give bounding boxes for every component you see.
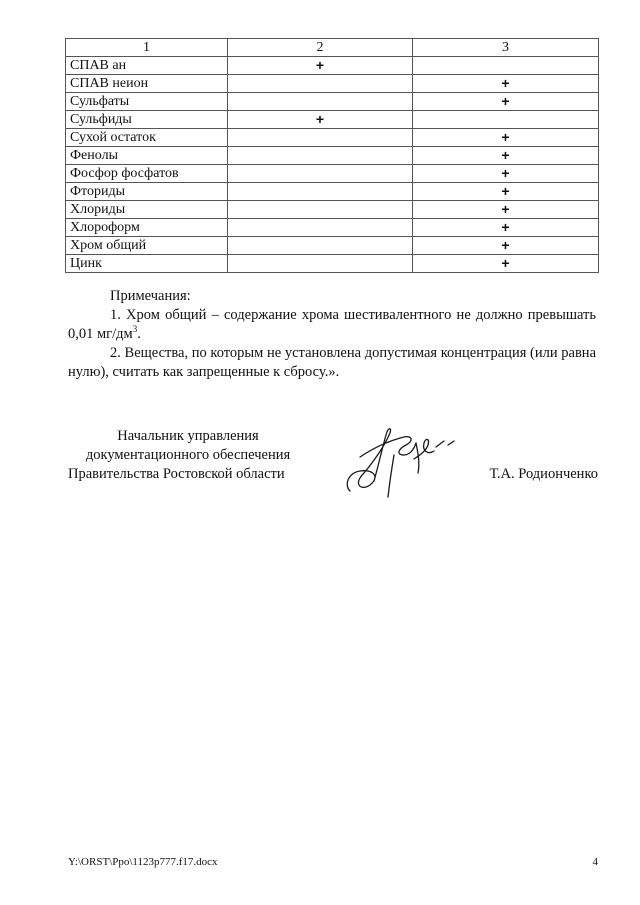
table-row [66, 255, 599, 273]
notes-section [68, 287, 596, 382]
substance-name: Фториды [66, 183, 228, 201]
note-1-superscript: 3 [132, 324, 138, 335]
column-2-mark: + [228, 111, 413, 129]
substance-name: СПАВ неион [66, 75, 228, 93]
table-row [66, 75, 599, 93]
column-3-mark [413, 111, 599, 129]
substance-name: Сульфаты [66, 93, 228, 111]
notes-heading: Примечания: [110, 288, 191, 304]
signature-block [68, 427, 598, 507]
column-3-mark [413, 57, 599, 75]
column-header: 3 [413, 39, 599, 57]
column-3-mark: + [413, 255, 599, 273]
signer-name: Т.А. Родионченко [489, 466, 598, 482]
substance-name: Сульфиды [66, 111, 228, 129]
substance-name: Хлориды [66, 201, 228, 219]
table-row [66, 201, 599, 219]
column-3-mark: + [413, 219, 599, 237]
table-row [66, 147, 599, 165]
file-path: Y:\ORST\Ppo\1123p777.f17.docx [68, 856, 218, 868]
table-row [66, 237, 599, 255]
column-2-mark [228, 165, 413, 183]
note-1 [68, 306, 596, 344]
column-2-mark: + [228, 57, 413, 75]
column-2-mark [228, 129, 413, 147]
page-number: 4 [592, 856, 598, 868]
column-header: 1 [66, 39, 228, 57]
note-1-end: . [137, 326, 141, 342]
column-3-mark: + [413, 165, 599, 183]
substances-table [65, 38, 599, 273]
table-row [66, 57, 599, 75]
column-2-mark [228, 93, 413, 111]
column-3-mark: + [413, 201, 599, 219]
signer-position [68, 427, 308, 484]
substance-name: СПАВ ан [66, 57, 228, 75]
column-2-mark [228, 237, 413, 255]
substance-name: Фосфор фосфатов [66, 165, 228, 183]
table-row [66, 219, 599, 237]
column-3-mark: + [413, 237, 599, 255]
column-2-mark [228, 147, 413, 165]
table-row [66, 165, 599, 183]
position-line-3: Правительства Ростовской области [68, 466, 285, 482]
substance-name: Хром общий [66, 237, 228, 255]
column-2-mark [228, 219, 413, 237]
note-1-text: 1. Хром общий – содержание хрома шестивалентного не должно превышать 0,01 мг/дм [68, 307, 596, 342]
substance-name: Цинк [66, 255, 228, 273]
column-3-mark: + [413, 129, 599, 147]
column-3-mark: + [413, 93, 599, 111]
substance-name: Хлороформ [66, 219, 228, 237]
column-2-mark [228, 255, 413, 273]
table-row [66, 93, 599, 111]
table-header-row [66, 39, 599, 57]
position-line-1: Начальник управления [117, 428, 259, 444]
column-2-mark [228, 183, 413, 201]
substance-name: Фенолы [66, 147, 228, 165]
column-3-mark: + [413, 183, 599, 201]
handwritten-signature [340, 411, 460, 511]
column-3-mark: + [413, 147, 599, 165]
column-header: 2 [228, 39, 413, 57]
substance-name: Сухой остаток [66, 129, 228, 147]
table-row [66, 111, 599, 129]
column-2-mark [228, 201, 413, 219]
column-2-mark [228, 75, 413, 93]
table-row [66, 129, 599, 147]
note-2: 2. Вещества, по которым не установлена допустимая концентрация (или равна нулю), считать как запрещенные к сбросу.». [68, 345, 596, 380]
column-3-mark: + [413, 75, 599, 93]
position-line-2: документационного обеспечения [85, 447, 291, 463]
table-row [66, 183, 599, 201]
